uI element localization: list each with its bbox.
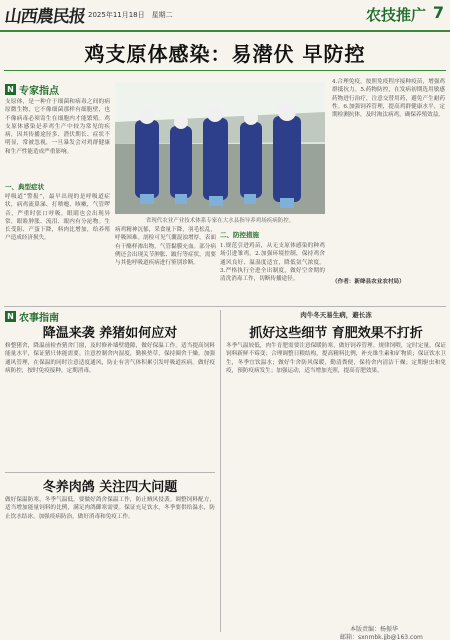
expert-column-label: 专家指点	[19, 86, 59, 97]
section-n-icon: N	[5, 84, 16, 95]
divider	[4, 70, 446, 71]
main-headline: 鸡支原体感染：易潜伏 早防控	[84, 42, 366, 66]
section-title: 农技推广	[365, 6, 426, 24]
pigeon-article-title: 冬养肉鸽 关注四大问题	[42, 480, 178, 495]
column-divider	[220, 310, 221, 632]
right-column-body: 4.合理免疫，按照免疫程序接种疫苗，增强鸡群抵抗力。5.药物防控，在发病初期选用敏感药物进行治疗，注意交替用药，避免产生耐药性。6.加强饲养管理，提高鸡群健康水平，定期检测抗体，及时淘汰病鸡，确保养殖效益。	[332, 79, 445, 119]
center-text-upper: 病鸡精神沉郁，采食量下降，羽毛松乱，呼吸困难。剖检可见气囊混浊增厚，表面有干酪样渗出物，气管黏膜充血。部分病例还会出现关节肿胀、跛行等症状，需要与其他呼吸道疾病进行鉴别诊断。	[115, 227, 216, 267]
editor-email: 邮箱：sxnmbk.jjb@163.com	[340, 634, 423, 640]
pigeon-article-body: 做好保温防寒，冬季气温低，要做好鸽舍保温工作，防止贼风侵袭。调整饲料配方，适当增加能量饲料的比例，满足肉鸽御寒需要。保证充足饮水，冬季要供给温水，防止饮水结冰。加强疫病防治，做好消毒和免疫工作。	[5, 497, 215, 520]
article-divider	[5, 472, 215, 473]
expert-column-body: 支原体，是一种介于细菌和病毒之间的病原微生物，它不像细菌那样有细胞壁，也不像病毒必须寄生在细胞内才能繁殖。鸡支原体感染是养鸡生产中较为常见的疾病，因其传播途径多、潜伏期长、症状不明显，常被忽视，一旦暴发会对鸡群健康和生产性能造成严重影响。	[5, 99, 110, 155]
cattle-article-body: 冬季气温较低，肉牛育肥需要注意保暖防寒，做好饲养管理。规律饲喂，定时定量，保证饲料新鲜不霉变；合理调整日粮结构，提高精料比例，补充维生素和矿物质；保证饮水卫生，冬季宜饮温水；做好牛舍防风保暖，勤清粪便，保持舍内清洁干燥；定期驱虫和免疫，预防疫病发生；加强运动，适当增加光照，提高育肥效果。	[226, 343, 446, 374]
farming-guide-label: 农事指南	[19, 313, 59, 324]
section-divider	[4, 306, 446, 307]
masthead	[0, 0, 450, 32]
newspaper-name: 山西農民报	[3, 7, 87, 27]
expert-column-header	[5, 82, 59, 97]
photo-caption: 省现代农业产业技术体系专家在大水县指导养鸡场疾病防控。	[145, 218, 295, 224]
farm-inspection-photo	[115, 82, 325, 214]
cattle-article-kicker: 肉牛冬天易生病，避长冻	[300, 311, 372, 319]
cattle-article-title: 抓好这些细节 育肥效果不打折	[249, 326, 423, 341]
right-column-author: （作者：新绛县农业农村局）	[332, 279, 405, 285]
pig-article-title: 降温来袭 养猪如何应对	[42, 326, 178, 341]
issue-date: 2025年11月18日 星期二	[88, 11, 173, 19]
control-measures-heading: 二、防控措施	[220, 231, 259, 239]
symptoms-heading: 一、典型症状	[5, 183, 44, 191]
pig-article-body: 修整猪舍，降温前检查猪舍门窗，及时修补墙壁缝隙，做好保温工作。适当提高饲料能量水平，保证猪只体能需要。注意控制舍内湿度，勤换垫草，保持圈舍干燥。加强通风管理，在保温的同时注意适度通风，防止有害气体积累引发呼吸道疾病。做好疫病防控，按时免疫接种，定期消毒。	[5, 343, 215, 374]
symptoms-body: 呼吸道“警报”，最早出现的是呼吸道症状，病鸡流鼻涕、打喷嚏、咳嗽，气管啰音，严重时张口呼吸。眼睛也会出现异常，眼睑肿胀、流泪、眼内有分泌物。生长受阻、产蛋下降，料肉比增加，给养殖户造成经济损失。	[5, 194, 110, 242]
page-number: 7	[432, 3, 444, 22]
page-editor: 本版责编：杨振华	[350, 626, 399, 633]
control-measures-body: 1.规范引进鸡苗，从无支原体感染的种鸡场引进雏鸡。2.加强环境控制，保持鸡舍通风良好、温湿度适宜，降低氨气浓度。3.严格执行全进全出制度，做好空舍期的清洗消毒工作，切断传播途径。	[220, 243, 325, 283]
section-n-icon: N	[5, 311, 16, 322]
